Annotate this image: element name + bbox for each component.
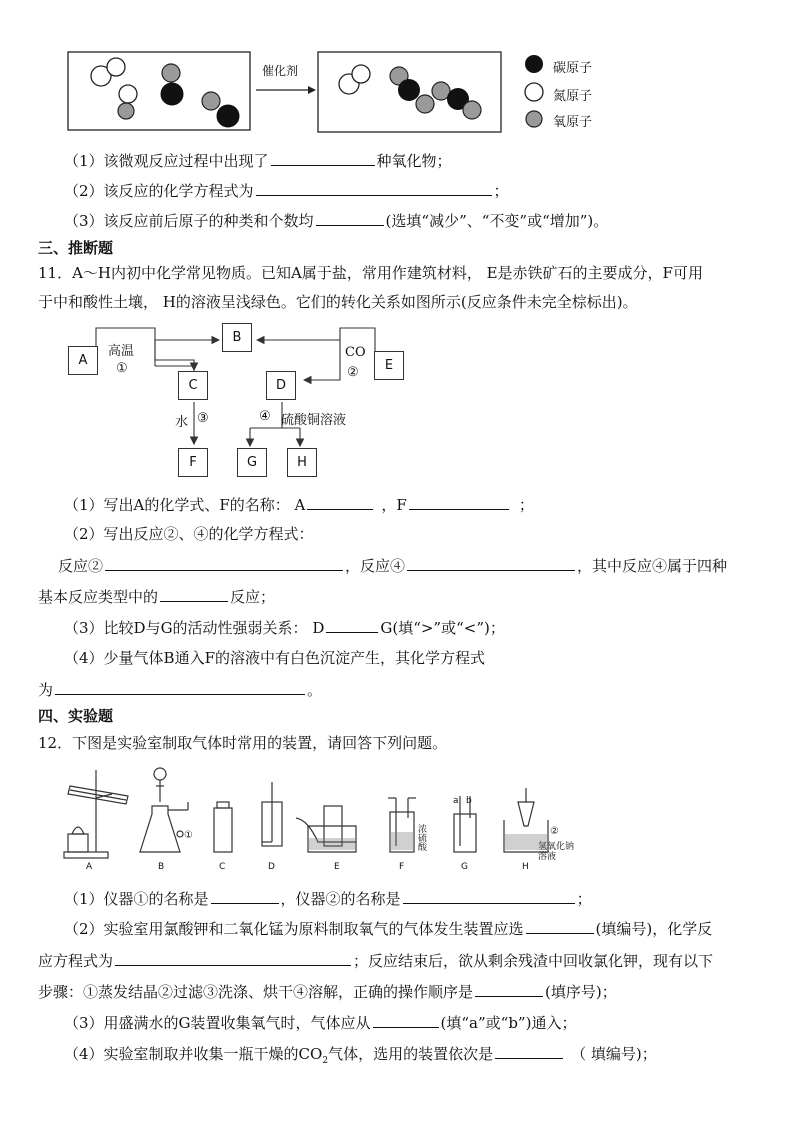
node-h: H — [287, 448, 317, 477]
q11-part4: （4）少量气体B通入F的溶液中有白色沉淀产生，其化学方程式 — [64, 649, 485, 667]
node-a: A — [68, 346, 98, 375]
q10-part1: （1）该微观反应过程中出现了 种氧化物； — [64, 152, 452, 170]
answer-blank[interactable] — [316, 210, 384, 226]
answer-blank[interactable] — [55, 679, 305, 695]
marker-1: ① — [184, 830, 193, 841]
q11-part1: （1）写出A的化学式、F的名称： A ，F ； — [64, 496, 534, 514]
q10-part2: （2）该反应的化学方程式为 ； — [64, 182, 509, 200]
answer-blank[interactable] — [160, 586, 228, 602]
reaction-diagram-svg — [60, 46, 620, 138]
q11-part2: （2）写出反应②、④的化学方程式： — [64, 525, 314, 543]
q11-part4-line: 为 。 — [38, 681, 323, 699]
section-heading-experiment: 四、实验题 — [38, 707, 114, 725]
apparatus-label-e: E — [334, 862, 340, 872]
node-c: C — [178, 371, 208, 400]
answer-blank[interactable] — [407, 555, 575, 571]
apparatus-label-b: B — [158, 862, 165, 872]
section-heading-inference: 三、推断题 — [38, 239, 114, 257]
q12-stem: 12．下图是实验室制取气体时常用的装置，请回答下列问题。 — [38, 734, 448, 752]
node-g: G — [237, 448, 267, 477]
marker-2: ② — [550, 826, 559, 837]
node-f: F — [178, 448, 208, 477]
legend-carbon: 碳原子 — [553, 61, 593, 76]
q10-part3: （3）该反应前后原子的种类和个数均 (选填“减少”、“不变”或“增加”)。 — [64, 212, 609, 230]
catalyst-label: 催化剂 — [262, 64, 299, 78]
port-a: a — [453, 796, 459, 806]
answer-blank[interactable] — [211, 888, 279, 904]
answer-blank[interactable] — [475, 981, 543, 997]
answer-blank[interactable] — [409, 494, 509, 510]
q11-stem-line2: 于中和酸性土壤， H的溶液呈浅绿色。它们的转化关系如图所示(反应条件未完全棕标出)。 — [38, 293, 638, 311]
q12-part4: （4）实验室制取并收集一瓶干燥的$CO_2$气体，选用的装置依次是 （ 填编号)； — [64, 1045, 657, 1066]
q12-part3: （3）用盛满水的G装置收集氧气时，气体应从 (填“a”或“b”)通入； — [64, 1014, 577, 1032]
answer-blank[interactable] — [307, 494, 373, 510]
answer-blank[interactable] — [105, 555, 343, 571]
label-cuso4: 硫酸铜溶液 — [281, 413, 347, 428]
answer-blank[interactable] — [256, 180, 492, 196]
q12-part2: （2）实验室用氯酸钾和二氧化锰为原料制取氧气的气体发生装置应选 (填编号)，化学反 — [64, 920, 713, 938]
legend-oxygen: 氧原子 — [553, 115, 593, 130]
apparatus-label-g: G — [461, 862, 468, 872]
apparatus-label-h: H — [522, 862, 529, 872]
label-reaction-3: ③ — [197, 411, 209, 426]
q11-part2-type: 基本反应类型中的 反应； — [38, 588, 276, 606]
label-water: 水 — [175, 415, 189, 430]
q12-part2-line3: 步骤：①蒸发结晶②过滤③洗涤、烘干④溶解，正确的操作顺序是 (填序号)； — [38, 983, 617, 1001]
node-e: E — [374, 351, 404, 380]
q11-part2-line: 反应② ，反应④ ，其中反应④属于四种 — [58, 557, 728, 575]
q11-stem-line1: 11．A～H内初中化学常见物质。已知A属于盐，常用作建筑材料， E是赤铁矿石的主要成分，F可用 — [38, 264, 703, 282]
q11-part3: （3）比较D与G的活动性强弱关系： D G(填“>”或“<”)； — [64, 619, 505, 637]
label-reaction-4: ④ — [259, 409, 271, 424]
q12-part2-line2: 应方程式为 ；反应结束后，欲从剩余残渣中回收氯化钾，现有以下 — [38, 952, 714, 970]
label-reaction-1: ① — [116, 361, 128, 376]
answer-blank[interactable] — [115, 950, 351, 966]
node-d: D — [266, 371, 296, 400]
answer-blank[interactable] — [326, 617, 378, 633]
answer-blank[interactable] — [495, 1043, 563, 1059]
apparatus-label-d: D — [268, 862, 275, 872]
label-high-temp: 高温 — [108, 344, 135, 359]
label-reaction-2: ② — [347, 365, 359, 380]
apparatus-label-c: C — [219, 862, 226, 872]
q12-part1: （1）仪器①的名称是 ，仪器②的名称是 ； — [64, 890, 592, 908]
answer-blank[interactable] — [271, 150, 375, 166]
answer-blank[interactable] — [526, 918, 594, 934]
node-b: B — [222, 323, 252, 352]
label-naoh: 氢氧化钠溶液 — [538, 842, 575, 862]
label-co: CO — [345, 345, 366, 360]
apparatus-label-a: A — [86, 862, 93, 872]
legend-nitrogen: 氮原子 — [553, 89, 593, 104]
answer-blank[interactable] — [403, 888, 575, 904]
label-conc-sulfuric: 浓硫酸 — [418, 825, 428, 853]
apparatus-label-f: F — [399, 862, 405, 872]
port-b: b — [466, 796, 472, 806]
answer-blank[interactable] — [373, 1012, 439, 1028]
